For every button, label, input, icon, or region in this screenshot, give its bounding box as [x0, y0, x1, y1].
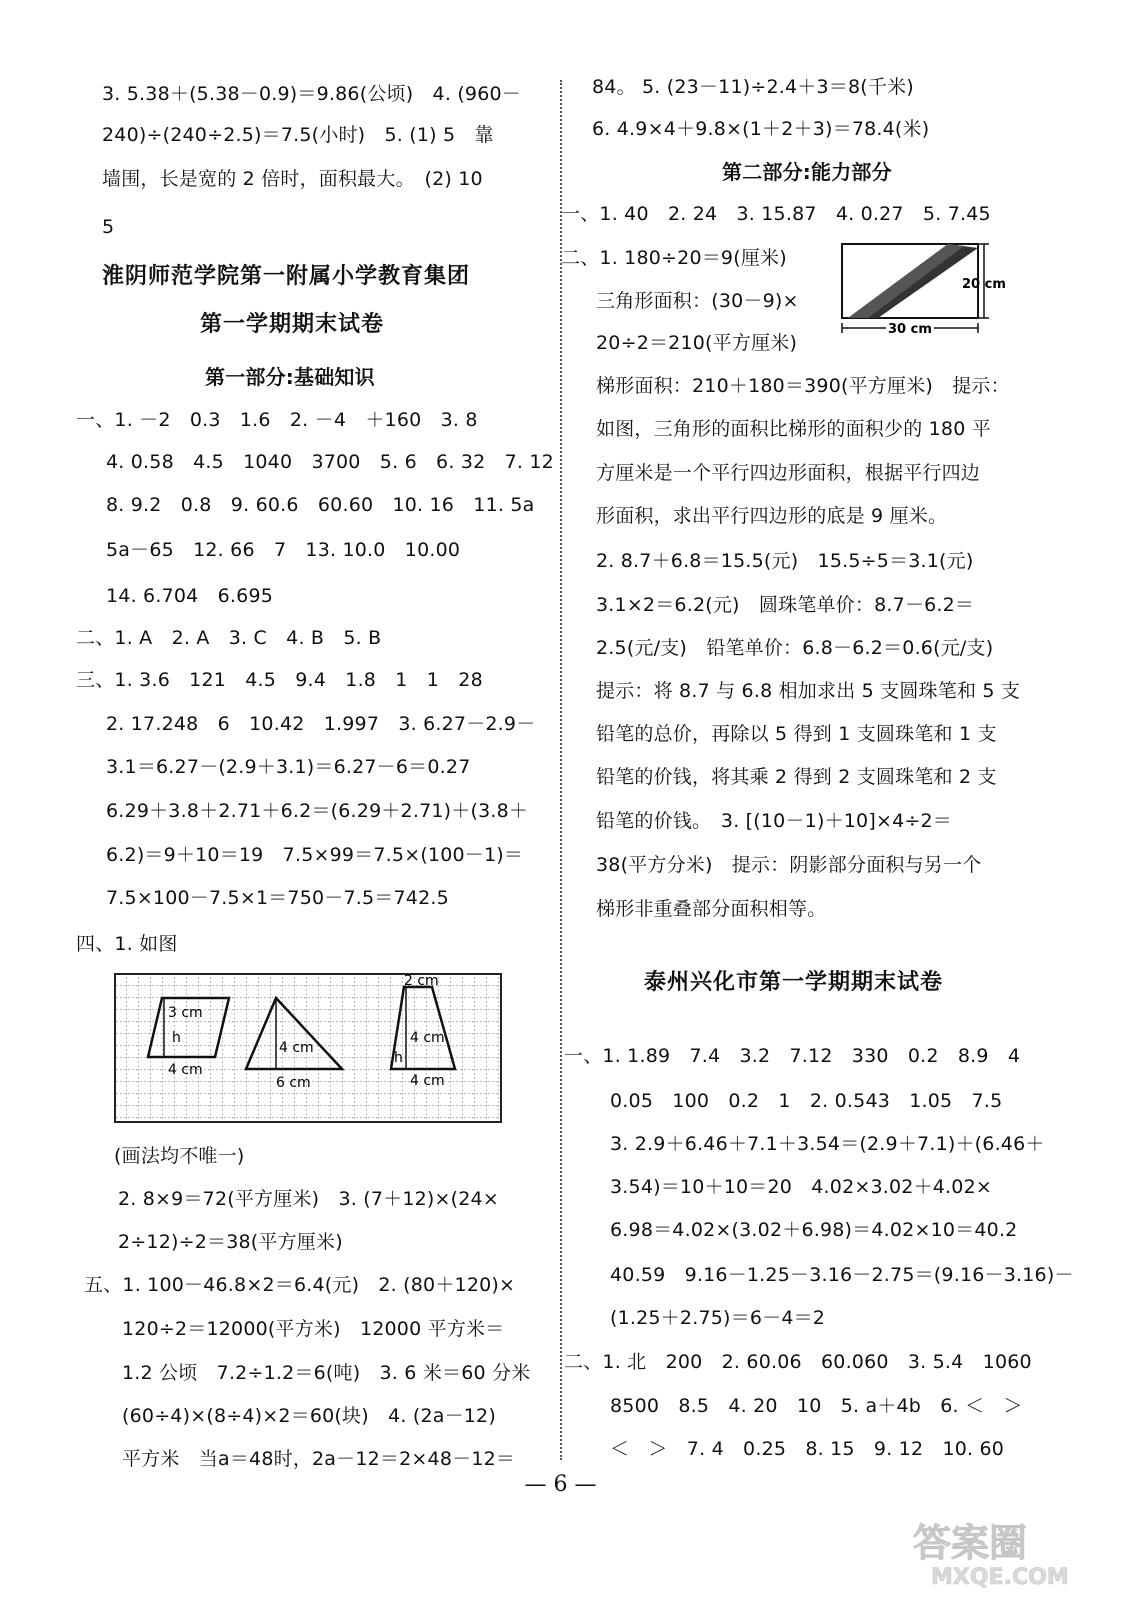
school-title: 淮阴师范学院第一附属小学教育集团: [102, 264, 471, 289]
answer-line: 梯形面积：210＋180＝390(平方厘米) 提示：: [596, 375, 1010, 397]
answer-line: 120÷2＝12000(平方米) 12000 平方米＝: [122, 1318, 505, 1340]
answer-line: 38(平方分米) 提示：阴影部分面积与另一个: [596, 854, 982, 876]
answer-line: 方厘米是一个平行四边形面积，根据平行四边: [596, 462, 981, 484]
label: h: [172, 1030, 181, 1046]
answer-line: 2. 17.248 6 10.42 1.997 3. 6.27－2.9－: [106, 713, 536, 735]
answer-line: 2.5(元/支) 铅笔单价：6.8－6.2＝0.6(元/支): [596, 637, 994, 659]
answer-line: 3.54)＝10＋10＝20 4.02×3.02＋4.02×: [610, 1176, 993, 1198]
part-title: 第一部分:基础知识: [205, 365, 375, 389]
answer-line: 0.05 100 0.2 1 2. 0.543 1.05 7.5: [610, 1090, 1003, 1112]
figure-label: 30 cm: [888, 322, 932, 337]
answer-line: 一、1. 40 2. 24 3. 15.87 4. 0.27 5. 7.45: [561, 203, 991, 225]
answer-line: 铅笔的总价，再除以 5 得到 1 支圆珠笔和 1 支: [596, 723, 997, 745]
label: 4 cm: [168, 1062, 203, 1078]
answer-line: 2. 8.7＋6.8＝15.5(元) 15.5÷5＝3.1(元): [596, 550, 974, 572]
answer-line: 墙围，长是宽的 2 倍时，面积最大。 (2) 10: [102, 168, 483, 190]
answer-line: 3. 5.38＋(5.38－0.9)＝9.86(公顷) 4. (960－: [102, 83, 521, 105]
label: 3 cm: [168, 1005, 203, 1021]
answer-line: 平方米 当a＝48时，2a－12＝2×48－12＝: [122, 1448, 516, 1470]
figure-label: 20 cm: [962, 277, 1006, 292]
answer-line: 铅笔的价钱，将其乘 2 得到 2 支圆珠笔和 2 支: [596, 766, 997, 788]
answer-line: 6.2)＝9＋10＝19 7.5×99＝7.5×(100－1)＝: [106, 844, 524, 866]
rectangle-figure: [838, 240, 1018, 340]
answer-line: 二、1. A 2. A 3. C 4. B 5. B: [76, 627, 382, 649]
label: 2 cm: [404, 973, 439, 989]
answer-line: 7.5×100－7.5×1＝750－7.5＝742.5: [106, 887, 449, 909]
answer-line: 一、1. －2 0.3 1.6 2. －4 ＋160 3. 8: [76, 409, 478, 431]
answer-line: 4. 0.58 4.5 1040 3700 5. 6 6. 32 7. 12: [106, 451, 554, 473]
exam-title: 第一学期期末试卷: [200, 312, 385, 337]
watermark-url: MXQE.COM: [931, 1565, 1069, 1590]
answer-line: 如图，三角形的面积比梯形的面积少的 180 平: [596, 418, 991, 440]
answer-line: 1.2 公顷 7.2÷1.2＝6(吨) 3. 6 米＝60 分米: [122, 1362, 531, 1384]
answer-line: 2. 8×9＝72(平方厘米) 3. (7＋12)×(24×: [118, 1188, 499, 1210]
page-number: — 6 —: [524, 1472, 597, 1497]
answer-line: 84。 5. (23－11)÷2.4＋3＝8(千米): [592, 76, 914, 98]
answer-line: 20÷2＝210(平方厘米): [596, 332, 798, 354]
answer-line: 二、1. 180÷20＝9(厘米): [561, 247, 787, 269]
answer-line: 提示：将 8.7 与 6.8 相加求出 5 支圆珠笔和 5 支: [596, 680, 1021, 702]
answer-line: 240)÷(240÷2.5)＝7.5(小时) 5. (1) 5 靠: [102, 124, 494, 146]
label: 4 cm: [279, 1040, 314, 1056]
column-divider: [560, 80, 562, 1460]
answer-line: 3.1＝6.27－(2.9＋3.1)＝6.27－6＝0.27: [106, 756, 471, 778]
answer-line: 二、1. 北 200 2. 60.06 60.060 3. 5.4 1060: [564, 1351, 1032, 1373]
label: h: [394, 1050, 403, 1066]
answer-line: 一、1. 1.89 7.4 3.2 7.12 330 0.2 8.9 4: [564, 1045, 1021, 1067]
watermark-logo: [903, 1512, 1103, 1590]
answer-line: 三角形面积：(30－9)×: [596, 290, 799, 312]
grid-figure: [114, 973, 502, 1123]
answer-line: 8500 8.5 4. 20 10 5. a＋4b 6. ＜ ＞: [610, 1395, 1023, 1417]
answer-line: ＜ ＞ 7. 4 0.25 8. 15 9. 12 10. 60: [610, 1438, 1005, 1460]
answer-line: (1.25＋2.75)＝6－4＝2: [610, 1307, 826, 1329]
answer-line: 形面积，求出平行四边形的底是 9 厘米。: [596, 505, 948, 527]
answer-line: 铅笔的价钱。 3. [(10－1)＋10]×4÷2＝: [596, 810, 952, 832]
answer-line: 14. 6.704 6.695: [106, 585, 274, 607]
answer-line: 40.59 9.16－1.25－3.16－2.75＝(9.16－3.16)－: [610, 1264, 1074, 1286]
part-title: 第二部分:能力部分: [722, 160, 892, 184]
answer-line: 5a－65 12. 66 7 13. 10.0 10.00: [106, 539, 461, 561]
label: 4 cm: [410, 1073, 445, 1089]
answer-line: 五、1. 100－46.8×2＝6.4(元) 2. (80＋120)×: [84, 1274, 516, 1296]
answer-line: 3.1×2＝6.2(元) 圆珠笔单价：8.7－6.2＝: [596, 594, 975, 616]
answer-line: 6. 4.9×4＋9.8×(1＋2＋3)＝78.4(米): [592, 118, 930, 140]
answer-line: 3. 2.9＋6.46＋7.1＋3.54＝(2.9＋7.1)＋(6.46＋: [610, 1133, 1045, 1155]
answer-line: 6.98＝4.02×(3.02＋6.98)＝4.02×10＝40.2: [610, 1219, 1018, 1241]
answer-line: 8. 9.2 0.8 9. 60.6 60.60 10. 16 11. 5a: [106, 494, 535, 516]
answer-line: 梯形非重叠部分面积相等。: [596, 898, 827, 920]
answer-line: 5: [102, 216, 115, 238]
watermark-text: 答案圈: [913, 1521, 1028, 1565]
answer-line: 四、1. 如图: [76, 933, 178, 955]
answer-line: (60÷4)×(8÷4)×2＝60(块) 4. (2a－12): [122, 1405, 496, 1427]
label: 4 cm: [410, 1030, 445, 1046]
answer-line: (画法均不唯一): [114, 1145, 245, 1167]
answer-line: 2÷12)÷2＝38(平方厘米): [118, 1231, 343, 1253]
answer-line: 三、1. 3.6 121 4.5 9.4 1.8 1 1 28: [76, 669, 483, 691]
section-title: 泰州兴化市第一学期期末试卷: [644, 970, 944, 995]
label: 6 cm: [276, 1075, 311, 1091]
answer-line: 6.29＋3.8＋2.71＋6.2＝(6.29＋2.71)＋(3.8＋: [106, 800, 529, 822]
